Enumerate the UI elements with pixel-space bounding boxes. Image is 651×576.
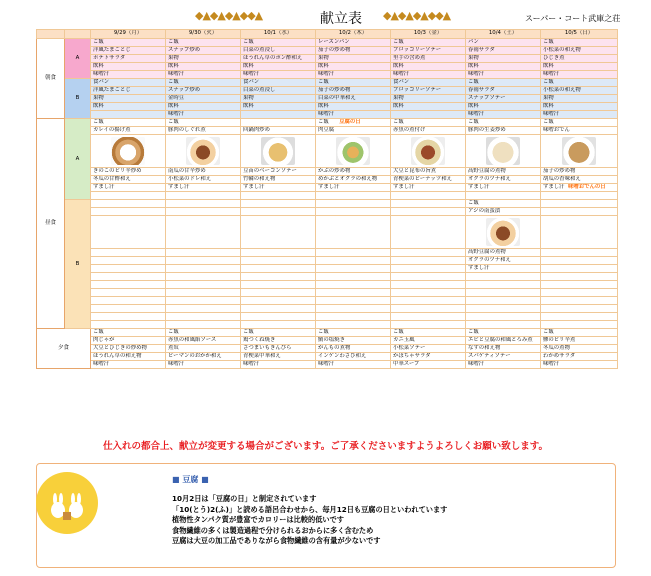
breakfast-a-row: [37, 63, 618, 71]
menu-cell: ご飯: [466, 200, 541, 208]
menu-cell: 飲料: [241, 103, 316, 111]
menu-cell: ブロッコリーソテー: [391, 47, 466, 55]
dinner-row: [37, 353, 618, 361]
menu-cell: 竹輪の和え物: [241, 176, 316, 184]
breakfast-b-row: [37, 95, 618, 103]
info-line: 植物性タンパク質が豊富でカロリーは比較的低いです: [172, 515, 344, 524]
info-line: 「10(とう)2(ふ)」と読める語呂合わせから、毎月12日も豆腐の日といわれています: [172, 504, 448, 514]
menu-cell: 豚肉のしぐれ煮: [166, 127, 241, 135]
menu-cell: 茄子の炒め物: [316, 87, 391, 95]
lunch-b-row: [37, 321, 618, 329]
menu-cell: ご飯: [91, 119, 166, 127]
menu-cell: 味噌汁: [466, 71, 541, 79]
menu-cell: ご飯: [316, 79, 391, 87]
dinner-row: [37, 329, 618, 337]
lunch-a-row: [37, 168, 618, 176]
lunch-a-row: [37, 127, 618, 135]
menu-cell: 冬瓜の甘酢和え: [91, 176, 166, 184]
menu-cell: 大豆と昆布の旨煮: [391, 168, 466, 176]
menu-cell: すまし汁: [166, 184, 241, 192]
day-header: 10/5（日）: [541, 30, 618, 39]
meal-label-breakfast: 朝食: [37, 39, 65, 119]
chestnut-decoration-left: ◆▲◆▲◆▲◆◆▲: [195, 9, 263, 22]
menu-cell: わかめサラダ: [541, 353, 618, 361]
menu-cell: 飲料: [391, 103, 466, 111]
oden-day-tag: 味噌おでんの日: [568, 184, 606, 190]
menu-cell: 飲料: [91, 103, 166, 111]
menu-cell: 肉豆腐: [316, 127, 391, 135]
menu-cell: 鯵のピリ辛煮: [541, 337, 618, 345]
group-label-a: A: [65, 39, 91, 79]
menu-cell: 味噌汁: [541, 361, 618, 369]
menu-cell: 食パン: [91, 79, 166, 87]
lunch-a-row: [37, 184, 618, 192]
menu-cell: ご飯: [166, 329, 241, 337]
page-title: 献立表: [320, 11, 362, 27]
menu-cell: [391, 111, 466, 119]
breakfast-a-row: [37, 55, 618, 63]
day-header: 9/30（火）: [166, 30, 241, 39]
menu-cell: ひじき煮: [541, 55, 618, 63]
menu-cell: スパゲティソテー: [466, 353, 541, 361]
menu-cell: 飲料: [166, 103, 241, 111]
info-line: 豆腐は大豆の加工品でありながら食物繊維の含有量が少ないです: [172, 536, 381, 545]
lunch-b-photo-row: [37, 216, 618, 249]
menu-cell: 飲料: [466, 63, 541, 71]
menu-cell: インゲンわさび和え: [316, 353, 391, 361]
menu-cell: 赤魚の煮付け: [391, 127, 466, 135]
info-line: 食物繊維の多くは製造過程で分けられるおからに多く含むため: [172, 525, 374, 535]
chestnut-decoration-right: ◆▲◆▲◆▲◆◆▲: [383, 9, 451, 22]
menu-cell: ご飯: [91, 39, 166, 47]
lunch-a-row: [37, 192, 618, 200]
menu-cell: [316, 119, 391, 127]
menu-cell: [241, 111, 316, 119]
menu-cell: 食パン: [241, 79, 316, 87]
day-header-row: [37, 30, 618, 39]
menu-cell: 飲料: [541, 103, 618, 111]
menu-cell: すまし汁: [91, 184, 166, 192]
dinner-row: [37, 361, 618, 369]
menu-cell: ご飯: [166, 39, 241, 47]
dish-photo: [336, 137, 370, 165]
menu-cell: 茄子の炒め物: [541, 168, 618, 176]
menu-cell: アジの南蛮漬: [466, 208, 541, 216]
menu-cell: かぼちゃサラダ: [391, 353, 466, 361]
breakfast-a-row: [37, 39, 618, 47]
lunch-b-row: [37, 273, 618, 281]
group-label-a: A: [65, 119, 91, 200]
menu-cell: 飲料: [316, 63, 391, 71]
menu-cell: 味噌汁: [91, 361, 166, 369]
lunch-b-row: [37, 313, 618, 321]
menu-cell: エビと豆腐の和風とろみ煮: [466, 337, 541, 345]
menu-cell: 金時豆: [166, 95, 241, 103]
day-header: 9/29（月）: [91, 30, 166, 39]
menu-cell: 南瓜の甘辛炒め: [166, 168, 241, 176]
lunch-b-row: [37, 281, 618, 289]
menu-cell: 飲料: [241, 63, 316, 71]
menu-cell: 果物: [316, 55, 391, 63]
menu-cell: カニ玉風: [391, 337, 466, 345]
breakfast-b-row: [37, 103, 618, 111]
menu-cell: 味噌汁: [241, 361, 316, 369]
menu-cell: ご飯: [541, 79, 618, 87]
menu-cell: 里芋の含め煮: [391, 55, 466, 63]
menu-cell: ご飯: [391, 329, 466, 337]
menu-cell: ブロッコリーソテー: [391, 87, 466, 95]
menu-text: ご飯: [318, 119, 329, 125]
menu-cell: 中華スープ: [391, 361, 466, 369]
menu-cell: ご飯: [466, 119, 541, 127]
menu-cell: 果物: [166, 55, 241, 63]
menu-cell: 果物: [91, 95, 166, 103]
menu-cell: [241, 119, 316, 127]
menu-cell: すまし汁: [316, 184, 391, 192]
dish-photo-cell: [166, 135, 241, 168]
menu-cell: 回鍋肉炒め: [241, 127, 316, 135]
menu-cell: 味噌汁: [391, 71, 466, 79]
dish-photo-cell: [241, 135, 316, 168]
menu-cell: 飲料: [466, 103, 541, 111]
meal-label-dinner: 夕食: [37, 329, 91, 369]
menu-cell: 食パン: [391, 79, 466, 87]
menu-cell: ご飯: [316, 329, 391, 337]
menu-cell: ほうれん草のポン酢和え: [241, 55, 316, 63]
lunch-b-row: [37, 200, 618, 208]
menu-cell: 小松菜の和え物: [541, 47, 618, 55]
header: [0, 0, 651, 30]
menu-cell: 肉じゃが: [91, 337, 166, 345]
menu-cell: 飲料: [316, 103, 391, 111]
menu-cell: 飲料: [91, 63, 166, 71]
menu-cell: めかぶとオクラの和え物: [316, 176, 391, 184]
breakfast-a-row: [37, 71, 618, 79]
menu-cell: ほうれん草の和え物: [91, 353, 166, 361]
menu-cell: 鯖の塩焼き: [316, 337, 391, 345]
menu-table: [36, 29, 618, 369]
menu-cell: オクラのツナ和え: [466, 176, 541, 184]
dish-photo: [186, 137, 220, 165]
menu-cell: 赤魚の和風餡ソース: [166, 337, 241, 345]
menu-cell: 青梗菜中華和え: [241, 353, 316, 361]
menu-cell: スナップソテー: [466, 95, 541, 103]
lunch-a-photo-row: [37, 135, 618, 168]
dish-photo: [261, 137, 295, 165]
menu-cell: ご飯: [466, 79, 541, 87]
menu-cell: 春雨サラダ: [466, 87, 541, 95]
lunch-a-row: [37, 119, 618, 127]
menu-cell: [541, 184, 618, 192]
menu-cell: 味噌おでん: [541, 127, 618, 135]
menu-cell: パン: [466, 39, 541, 47]
breakfast-b-row: [37, 87, 618, 95]
lunch-b-row: [37, 249, 618, 257]
menu-cell: ご飯: [241, 329, 316, 337]
menu-cell: ご飯: [91, 329, 166, 337]
group-label-b: B: [65, 79, 91, 119]
menu-cell: カレイの揚げ煮: [91, 127, 166, 135]
menu-cell: 果物: [466, 55, 541, 63]
menu-cell: ご飯: [391, 119, 466, 127]
menu-cell: 果物: [541, 95, 618, 103]
info-text: [172, 494, 447, 547]
menu-cell: きのこのピリ辛炒め: [91, 168, 166, 176]
dinner-row: [37, 337, 618, 345]
menu-cell: ご飯: [541, 39, 618, 47]
menu-cell: 味噌汁: [166, 361, 241, 369]
menu-cell: 冬瓜の煮物: [541, 345, 618, 353]
menu-cell: 白菜の煮浸し: [241, 47, 316, 55]
menu-cell: ポテトサラダ: [91, 55, 166, 63]
menu-cell: ご飯: [241, 39, 316, 47]
menu-cell: 味噌汁: [316, 71, 391, 79]
menu-cell: 大豆とひじきの炒め物: [91, 345, 166, 353]
menu-cell: 飲料: [166, 63, 241, 71]
menu-cell: 小松菜の和え物: [541, 87, 618, 95]
dish-photo: [111, 137, 145, 165]
menu-text: すまし汁: [543, 184, 565, 190]
meal-label-lunch: 昼食: [37, 119, 65, 329]
menu-cell: がんもの煮物: [316, 345, 391, 353]
breakfast-b-row: [37, 111, 618, 119]
lunch-b-row: [37, 208, 618, 216]
menu-cell: すまし汁: [391, 184, 466, 192]
menu-cell: 胡瓜の香味和え: [541, 176, 618, 184]
dish-photo-cell: [91, 135, 166, 168]
menu-cell: 飲料: [541, 63, 618, 71]
day-header: 10/1（水）: [241, 30, 316, 39]
menu-cell: 青梗菜のピーナッツ和え: [391, 176, 466, 184]
menu-cell: 高野豆腐の煮物: [466, 168, 541, 176]
menu-cell: ご飯: [541, 329, 618, 337]
menu-cell: 白菜の中華和え: [316, 95, 391, 103]
info-title: ■ 豆腐 ■: [172, 475, 209, 484]
menu-cell: すまし汁: [241, 184, 316, 192]
menu-cell: 小松菜ソテー: [391, 345, 466, 353]
group-label-b: B: [65, 200, 91, 329]
dish-photo-cell: [541, 135, 618, 168]
menu-cell: 豚肉の生姜炒め: [466, 127, 541, 135]
menu-cell: すまし汁: [466, 184, 541, 192]
lunch-b-row: [37, 265, 618, 273]
menu-cell: 高野豆腐の煮物: [466, 249, 541, 257]
menu-cell: かぶの炒め物: [316, 168, 391, 176]
info-line: 10月2日は「豆腐の日」と制定されています: [172, 494, 317, 503]
menu-cell: 鶏つくね焼き: [241, 337, 316, 345]
menu-cell: 豆苗のベーコンソテー: [241, 168, 316, 176]
menu-cell: [91, 111, 166, 119]
lunch-b-row: [37, 297, 618, 305]
menu-cell: 春雨サラダ: [466, 47, 541, 55]
dish-photo-cell: [466, 216, 541, 249]
menu-cell: ピーマンのおかか和え: [166, 353, 241, 361]
menu-cell: 味噌汁: [166, 111, 241, 119]
facility-name: スーパー・コート武庫之荘: [525, 14, 621, 23]
breakfast-a-row: [37, 47, 618, 55]
menu-cell: 味噌汁: [541, 71, 618, 79]
menu-cell: 果物: [241, 95, 316, 103]
day-header: 10/4（土）: [466, 30, 541, 39]
menu-cell: スナップ炒め: [166, 87, 241, 95]
dish-photo: [411, 137, 445, 165]
menu-cell: さつまいもきんぴら: [241, 345, 316, 353]
day-header: 10/3（金）: [391, 30, 466, 39]
menu-cell: なすの和え物: [466, 345, 541, 353]
change-notice: 仕入れの都合上、献立が変更する場合がございます。ご了承くださいますようよろしくお願い致します。: [103, 441, 548, 452]
lunch-b-row: [37, 257, 618, 265]
menu-cell: 果物: [391, 95, 466, 103]
day-header: 10/2（木）: [316, 30, 391, 39]
menu-cell: ご飯: [391, 39, 466, 47]
menu-cell: 味噌汁: [166, 71, 241, 79]
menu-cell: 茄子の炒め物: [316, 47, 391, 55]
dinner-row: [37, 345, 618, 353]
menu-cell: 味噌汁: [466, 361, 541, 369]
menu-cell: ご飯: [541, 119, 618, 127]
menu-cell: 洋風たまごとじ: [91, 87, 166, 95]
menu-cell: 味噌汁: [316, 361, 391, 369]
dish-photo-cell: [466, 135, 541, 168]
corner-cell: [65, 30, 91, 39]
dish-photo: [486, 137, 520, 165]
menu-cell: 飲料: [391, 63, 466, 71]
menu-cell: 味噌汁: [316, 111, 391, 119]
menu-cell: ご飯: [166, 79, 241, 87]
lunch-b-row: [37, 305, 618, 313]
menu-cell: 白菜の煮浸し: [241, 87, 316, 95]
corner-cell: [37, 30, 65, 39]
menu-cell: レーズンパン: [316, 39, 391, 47]
menu-cell: 味噌汁: [541, 111, 618, 119]
menu-cell: 味噌汁: [466, 111, 541, 119]
rabbit-icon: [48, 492, 86, 522]
tofu-day-tag: 豆腐の日: [339, 119, 361, 125]
menu-cell: 小松菜のドレ和え: [166, 176, 241, 184]
dish-photo-cell: [391, 135, 466, 168]
menu-cell: 洋風たまごとじ: [91, 47, 166, 55]
dish-photo-cell: [316, 135, 391, 168]
menu-cell: 味噌汁: [241, 71, 316, 79]
menu-cell: すまし汁: [466, 265, 541, 273]
dish-photo: [486, 218, 520, 246]
lunch-b-row: [37, 289, 618, 297]
menu-cell: ご飯: [466, 329, 541, 337]
menu-cell: オクラのツナ和え: [466, 257, 541, 265]
menu-cell: 煮奴: [166, 345, 241, 353]
menu-cell: スナップ炒め: [166, 47, 241, 55]
breakfast-b-row: [37, 79, 618, 87]
dish-photo: [562, 137, 596, 165]
menu-cell: ご飯: [166, 119, 241, 127]
menu-cell: 味噌汁: [91, 71, 166, 79]
lunch-a-row: [37, 176, 618, 184]
